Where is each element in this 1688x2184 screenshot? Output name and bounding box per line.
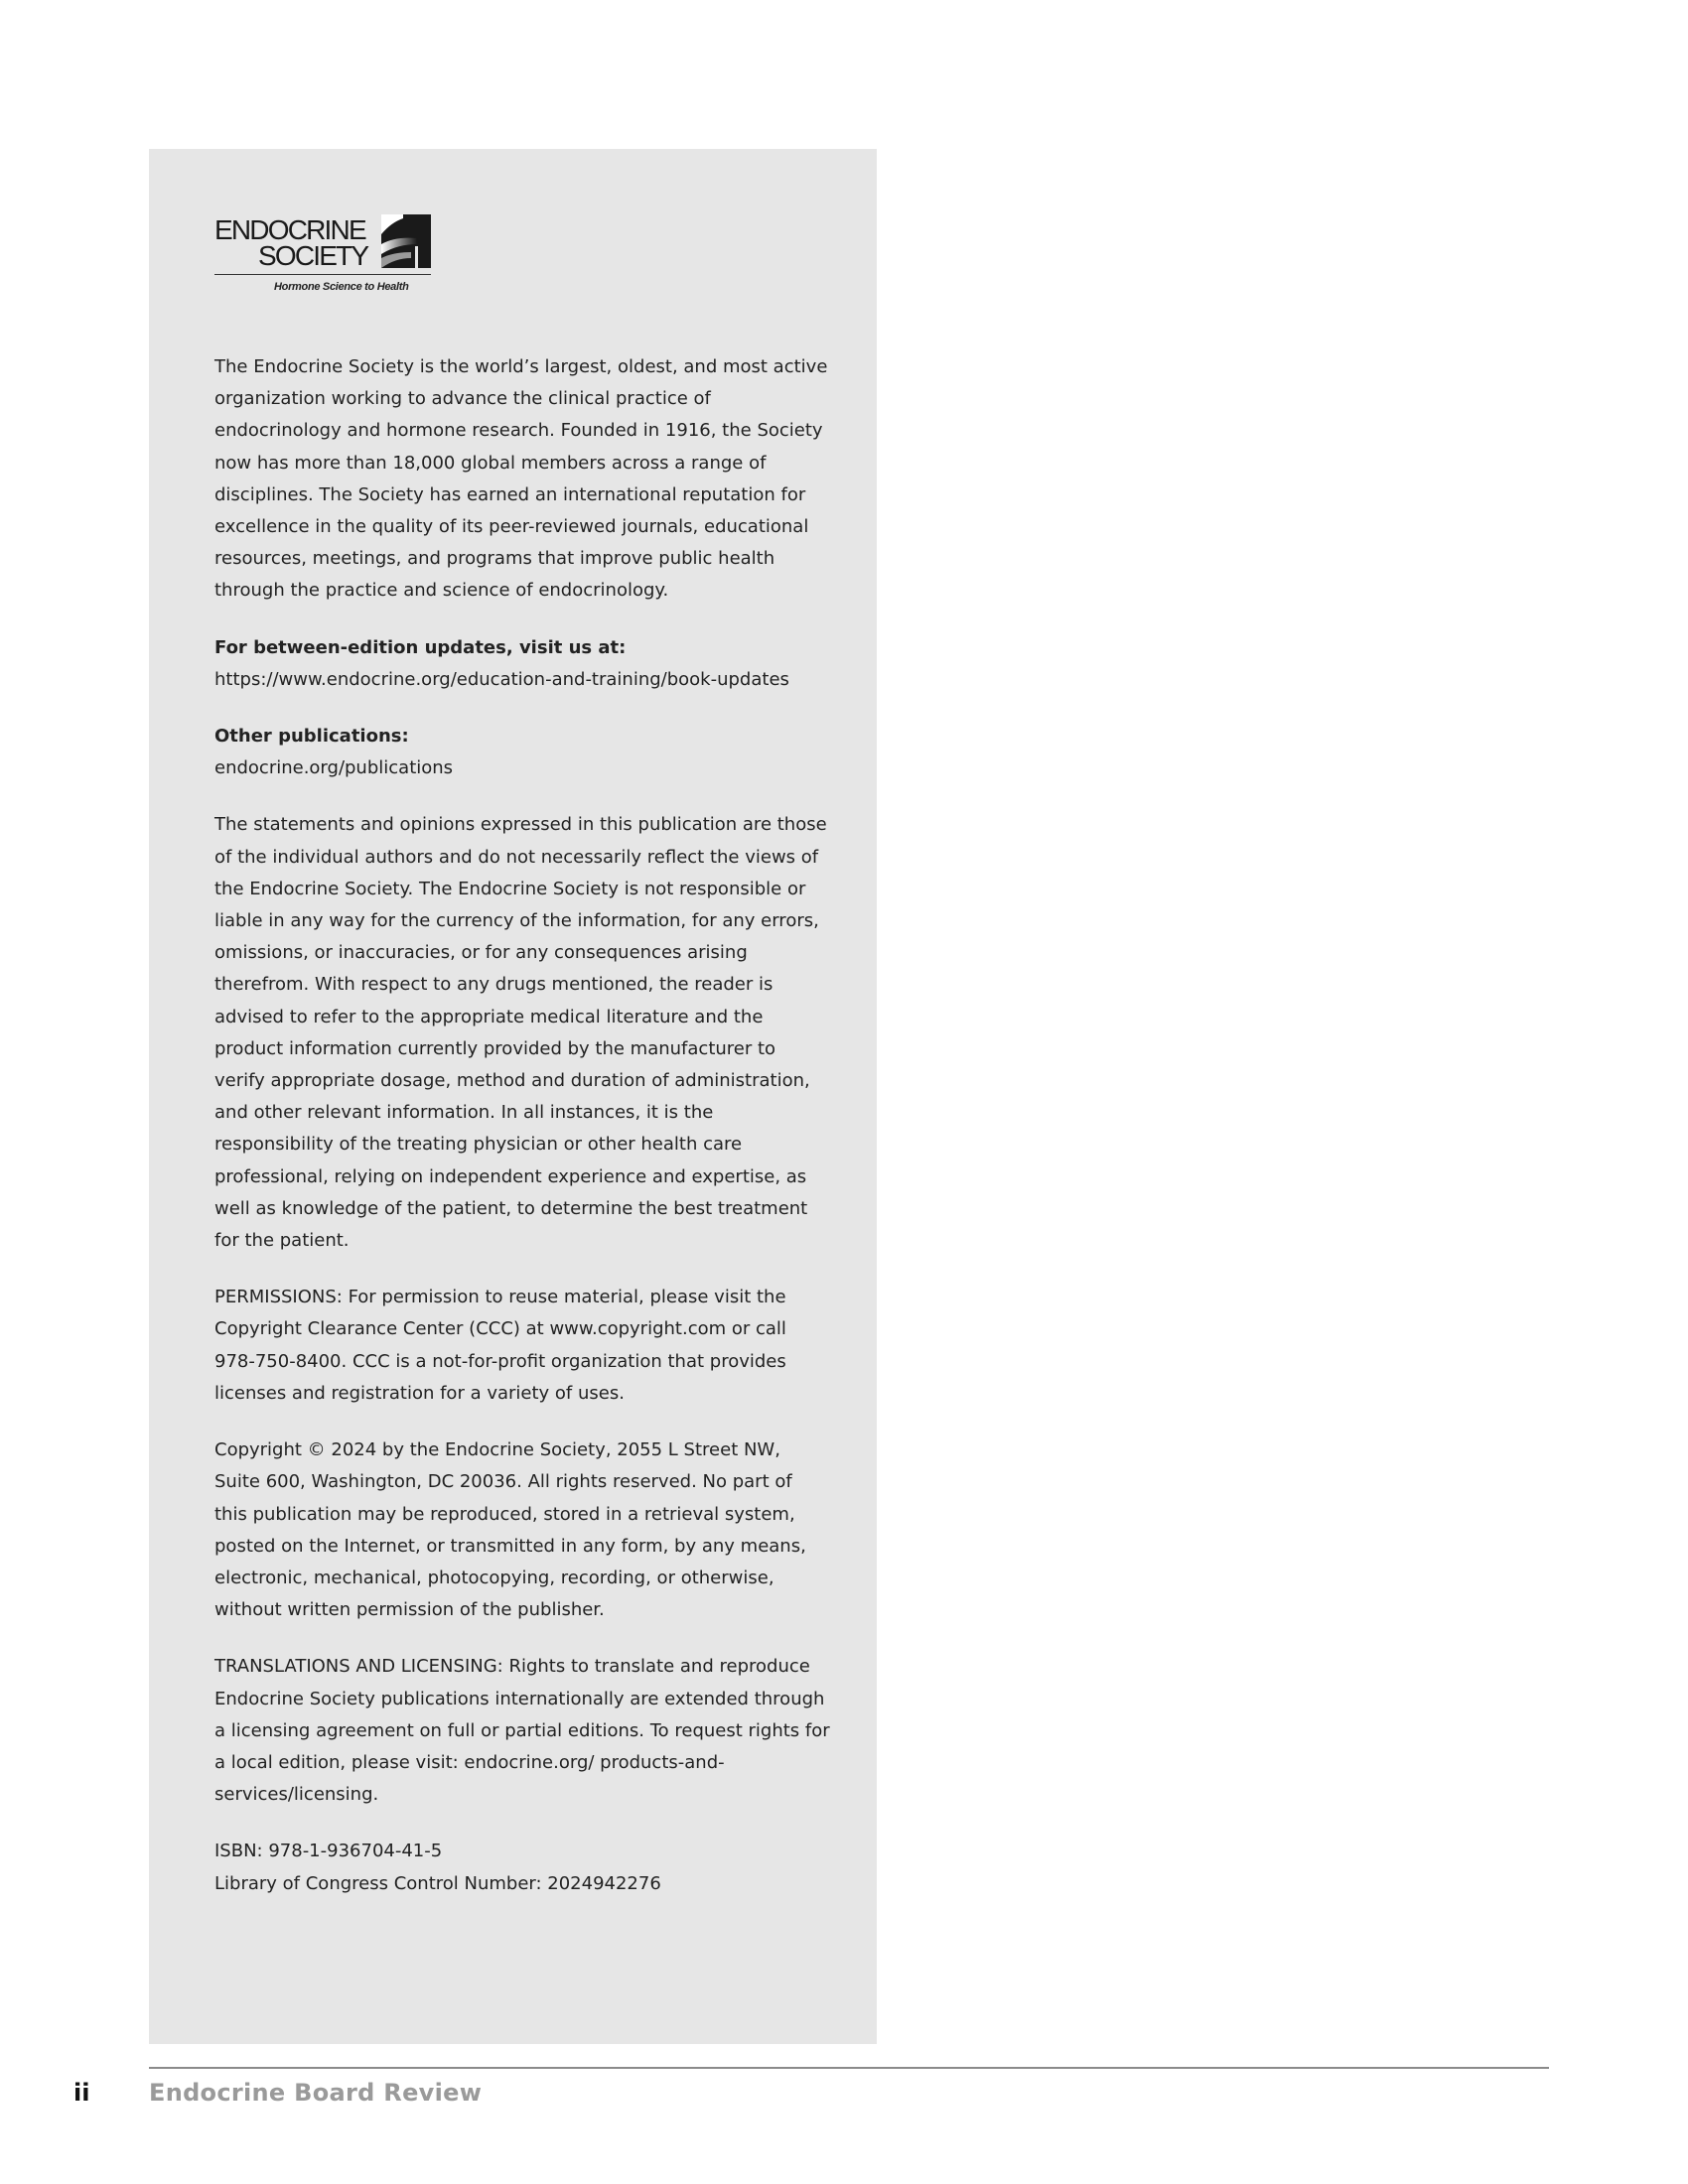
isbn: ISBN: 978-1-936704-41-5 (214, 1841, 443, 1862)
updates-heading: For between-edition updates, visit us at: (214, 636, 627, 658)
disclaimer-paragraph: The statements and opinions expressed in this publication are those of the individual authors and do not necessarily reflect the views of the Endocrine Society. The Endocrine Society is not responsible or liable in any way for the currency of the information, for any errors, omissions, or inaccuracies, or for any consequences arising therefrom. With respect to any drugs mentioned, the reader is advised to refer to the appropriate medical literature and the product information currently provided by the manufacturer to verify appropriate dosage, method and duration of administration, and other relevant information. In all instances, it is the responsibility of the treating physician or other health care professional, relying on independent experience and expertise, as well as knowledge of the patient, to determine the best treatment for the patient. (214, 814, 827, 1252)
publication-ids (214, 1836, 830, 1899)
front-matter-text (214, 351, 830, 1925)
running-title: Endocrine Board Review (149, 2079, 483, 2107)
publications-heading: Other publications: (214, 726, 409, 748)
updates-link[interactable]: https://www.endocrine.org/education-and-training/book-updates (214, 668, 789, 690)
footer-divider (149, 2067, 1549, 2069)
permissions-paragraph: PERMISSIONS: For permission to reuse material, please visit the Copyright Clearance Center (CCC) at www.copyright.com or call 978-750-8400. CCC is a not-for-profit organization that provides licenses and registration for a variety of uses. (214, 1287, 786, 1404)
logo-tagline: Hormone Science to Health (274, 281, 409, 293)
translations-paragraph: TRANSLATIONS AND LICENSING: Rights to translate and reproduce Endocrine Society publications internationally are extended through a licensing agreement on full or partial editions. To request rights for a local edition, please visit: endocrine.org/ products-and-services/licensing. (214, 1656, 830, 1806)
logo-mark-icon (381, 214, 431, 268)
logo-divider (214, 274, 431, 275)
copyright-paragraph: Copyright © 2024 by the Endocrine Society, 2055 L Street NW, Suite 600, Washington, DC 20036. All rights reserved. No part of this publication may be reproduced, stored in a retrieval system, posted on the Internet, or transmitted in any form, by any means, electronic, mechanical, photocopying, recording, or otherwise, without written permission of the publisher. (214, 1439, 806, 1621)
logo-line2: SOCIETY (258, 240, 368, 271)
about-paragraph: The Endocrine Society is the world’s largest, oldest, and most active organization working to advance the clinical practice of endocrinology and hormone research. Founded in 1916, the Society now has more than 18,000 global members across a range of disciplines. The Society has earned an international reputation for excellence in the quality of its peer-reviewed journals, educational resources, meetings, and programs that improve public health through the practice and science of endocrinology. (214, 356, 828, 602)
info-panel (149, 149, 877, 2044)
publications-block (214, 721, 830, 784)
endocrine-society-logo (214, 214, 439, 308)
page-number: ii (73, 2079, 90, 2107)
updates-block (214, 632, 830, 696)
publications-link[interactable]: endocrine.org/publications (214, 757, 454, 779)
lccn: Library of Congress Control Number: 2024942276 (214, 1872, 661, 1894)
logo-line1: ENDOCRINE (214, 214, 365, 245)
